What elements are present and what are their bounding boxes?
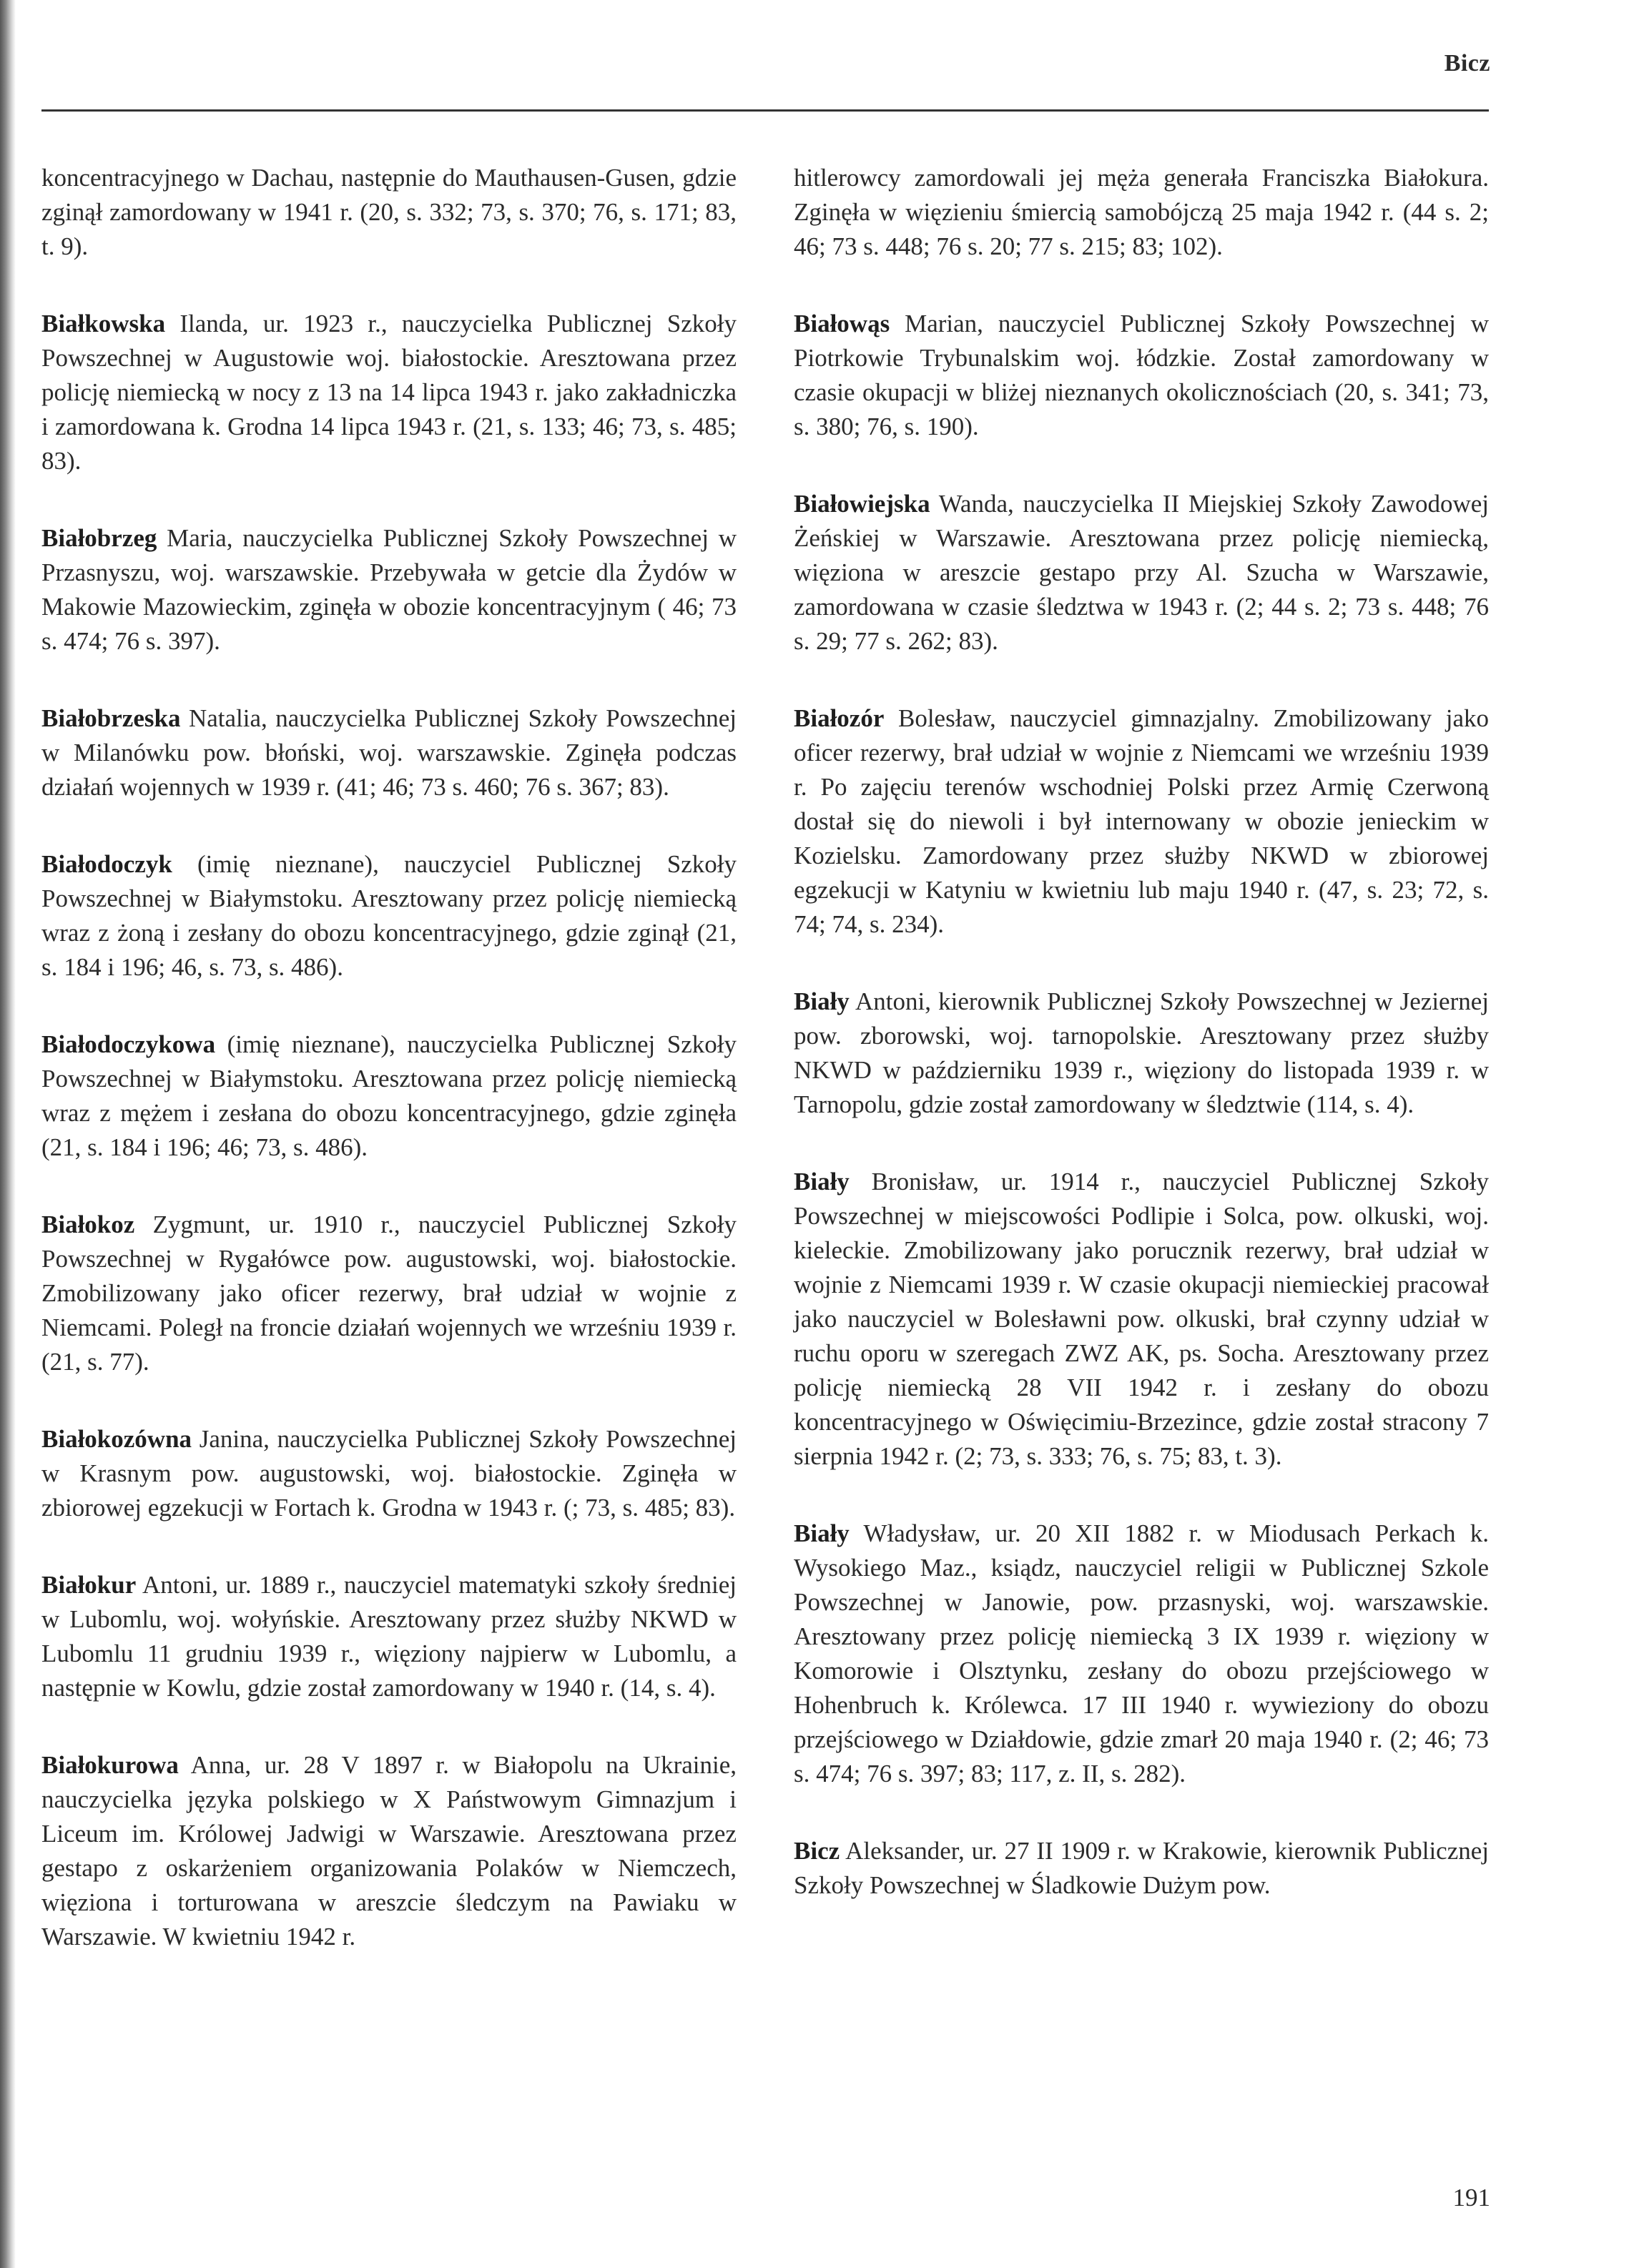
entry-text: Władysław, ur. 20 XII 1882 r. w Miodusach Perkach k. Wysokiego Maz., ksiądz, nauczyciel religii w Publicznej Szkole Powszechnej w Janowie, pow. przasnyski, woj. warszawskie. Aresztowany przez policję niemiecką 3 IX 1939 r. więziony w Komorowie i Olsztynku, zesłany do obozu przejściowego w Hohenbruch k. Królewca. 17 III 1940 r. wywieziony do obozu przejściowego w Działdowie, gdzie zmarł 20 maja 1940 r. (2; 46; 73 s. 474; 76 s. 397; 83; 117, z. II, s. 282). <box>794 1519 1490 1788</box>
entry-text: Zygmunt, ur. 1910 r., nauczyciel Publicznej Szkoły Powszechnej w Rygałówce pow. augustowski, woj. białostockie. Zmobilizowany jako oficer rezerwy, brał udział w wojnie z Niemcami. Poległ na froncie działań wojennych we wrześniu 1939 r. (21, s. 77). <box>41 1211 737 1376</box>
entry <box>794 701 1489 942</box>
entry-surname: Białokurowa <box>41 1751 179 1779</box>
entry-surname: Białobrzeska <box>41 704 181 732</box>
entry-text: Maria, nauczycielka Publicznej Szkoły Powszechnej w Przasnyszu, woj. warszawskie. Przebywała w getcie dla Żydów w Makowie Mazowieckim, zginęła w obozie koncentracyjnym ( 46; 73 s. 474; 76 s. 397). <box>41 524 737 655</box>
book-spine-shadow <box>0 0 16 2268</box>
entry <box>794 1517 1489 1791</box>
entry-text: Janina, nauczycielka Publicznej Szkoły Powszechnej w Krasnym pow. augustowski, woj. białostockie. Zginęła w zbiorowej egzekucji w Fortach k. Grodna w 1943 r. (; 73, s. 485; 83). <box>41 1425 737 1522</box>
entry-text: Natalia, nauczycielka Publicznej Szkoły Powszechnej w Milanówku pow. błoński, woj. warszawskie. Zginęła podczas działań wojennych w 1939 r. (41; 46; 73 s. 460; 76 s. 367; 83). <box>41 704 737 801</box>
entry-text: Bolesław, nauczyciel gimnazjalny. Zmobilizowany jako oficer rezerwy, brał udział w wojnie z Niemcami we wrześniu 1939 r. Po zajęciu terenów wschodniej Polski przez Armię Czerwoną dostał się do niewoli i był internowany w obozie jenieckim w Kozielsku. Zamordowany przez służby NKWD w zbiorowej egzekucji w Katyniu w kwietniu lub maju 1940 r. (47, s. 23; 72, s. 74; 74, s. 234). <box>794 704 1490 938</box>
entry-surname: Białokozówna <box>41 1425 192 1453</box>
entry-surname: Białodoczyk <box>41 850 172 878</box>
entry-text: Anna, ur. 28 V 1897 r. w Białopolu na Ukrainie, nauczycielka języka polskiego w X Państwowym Gimnazjum i Liceum im. Królowej Jadwigi w Warszawie. Aresztowana przez gestapo z oskarżeniem organizowania Polaków w Niemczech, więziona i torturowana w areszcie śledczym na Pawiaku w Warszawie. W kwietniu 1942 r. <box>41 1751 737 1951</box>
continuation-text: koncentracyjnego w Dachau, następnie do Mauthausen-Gusen, gdzie zginął zamordowany w 1941 r. (20, s. 332; 73, s. 370; 76, s. 171; 83, t. 9). <box>41 164 737 260</box>
entry-text: Antoni, kierownik Publicznej Szkoły Powszechnej w Jeziernej pow. zborowski, woj. tarnopolskie. Aresztowany przez służby NKWD w październiku 1939 r., więziony do listopada 1939 r. w Tarnopolu, gdzie został zamordowany w śledztwie (114, s. 4). <box>794 987 1489 1118</box>
entry <box>41 521 737 659</box>
entry <box>41 1748 737 1954</box>
entry <box>41 1422 737 1525</box>
page-number: 191 <box>1452 2184 1490 2212</box>
entry <box>41 847 737 985</box>
running-head: Bicz <box>1444 50 1490 77</box>
entry <box>41 701 737 804</box>
entry-text: Wanda, nauczycielka II Miejskiej Szkoły Zawodowej Żeńskiej w Warszawie. Aresztowana przez policję niemiecką, więziona w areszcie gestapo przy Al. Szucha w Warszawie, zamordowana w czasie śledztwa w 1943 r. (2; 44 s. 2; 73 s. 448; 76 s. 29; 77 s. 262; 83). <box>794 490 1489 655</box>
entry-surname: Białobrzeg <box>41 524 157 552</box>
right-column <box>794 161 1489 1946</box>
header-rule <box>41 109 1489 112</box>
entry-text: Bronisław, ur. 1914 r., nauczyciel Publicznej Szkoły Powszechnej w miejscowości Podlipie i Solca, pow. olkuski, woj. kieleckie. Zmobilizowany jako porucznik rezerwy, brał udział w wojnie z Niemcami 1939 r. W czasie okupacji niemieckiej pracował jako nauczyciel w Bolesławni pow. olkuski, brał czynny udział w ruchu oporu w szeregach ZWZ AK, ps. Socha. Aresztowany przez policję niemiecką 28 VII 1942 r. i zesłany do obozu koncentracyjnego w Oświęcimiu-Brzezince, gdzie został stracony 7 sierpnia 1942 r. (2; 73, s. 333; 76, s. 75; 83, t. 3). <box>794 1168 1489 1470</box>
entry-surname: Białozór <box>794 704 885 732</box>
entry <box>41 1027 737 1165</box>
entry <box>41 307 737 478</box>
entry-text: Aleksander, ur. 27 II 1909 r. w Krakowie, kierownik Publicznej Szkoły Powszechnej w Śladkowie Dużym pow. <box>794 1837 1489 1899</box>
entry-surname: Białowąs <box>794 310 890 337</box>
entry-surname: Biały <box>794 1168 850 1195</box>
entry <box>41 1568 737 1705</box>
left-column <box>41 161 737 1997</box>
entry <box>794 487 1489 659</box>
entry-surname: Białodoczykowa <box>41 1030 216 1058</box>
entry-surname: Białowiejska <box>794 490 930 518</box>
entry-text: Marian, nauczyciel Publicznej Szkoły Powszechnej w Piotrkowie Trybunalskim woj. łódzkie. Został zamordowany w czasie okupacji w bliżej nieznanych okolicznościach (20, s. 341; 73, s. 380; 76, s. 190). <box>794 310 1489 440</box>
entry-surname: Białokur <box>41 1571 137 1599</box>
entry-surname: Bicz <box>794 1837 840 1865</box>
entry-text: Antoni, ur. 1889 r., nauczyciel matematyki szkoły średniej w Lubomlu, woj. wołyńskie. Aresztowany przez służby NKWD w Lubomlu 11 grudniu 1939 r., więziony najpierw w Lubomlu, a następnie w Kowlu, gdzie został zamordowany w 1940 r. (14, s. 4). <box>41 1571 737 1702</box>
entry-surname: Białokoz <box>41 1211 135 1238</box>
entry-surname: Biały <box>794 987 850 1015</box>
continuation-text: hitlerowcy zamordowali jej męża generała Franciszka Białokura. Zginęła w więzieniu śmiercią samobójczą 25 maja 1942 r. (44 s. 2; 46; 73 s. 448; 76 s. 20; 77 s. 215; 83; 102). <box>794 164 1489 260</box>
entry <box>41 1208 737 1379</box>
entry-surname: Biały <box>794 1519 850 1547</box>
entry <box>794 1165 1489 1474</box>
entry-text: (imię nieznane), nauczycielka Publicznej Szkoły Powszechnej w Białymstoku. Aresztowana przez policję niemiecką wraz z mężem i zesłana do obozu koncentracyjnego, gdzie zginęła (21, s. 184 i 196; 46; 73, s. 486). <box>41 1030 737 1161</box>
entry <box>794 1834 1489 1903</box>
entry-text: (imię nieznane), nauczyciel Publicznej Szkoły Powszechnej w Białymstoku. Aresztowany przez policję niemiecką wraz z żoną i zesłany do obozu koncentracyjnego, gdzie zginął (21, s. 184 i 196; 46, s. 73, s. 486). <box>41 850 737 981</box>
entry <box>794 985 1489 1122</box>
entry-text: Ilanda, ur. 1923 r., nauczycielka Publicznej Szkoły Powszechnej w Augustowie woj. białostockie. Aresztowana przez policję niemiecką w nocy z 13 na 14 lipca 1943 r. jako zakładniczka i zamordowana k. Grodna 14 lipca 1943 r. (21, s. 133; 46; 73, s. 485; 83). <box>41 310 737 475</box>
entry <box>794 307 1489 444</box>
entry-surname: Białkowska <box>41 310 166 337</box>
